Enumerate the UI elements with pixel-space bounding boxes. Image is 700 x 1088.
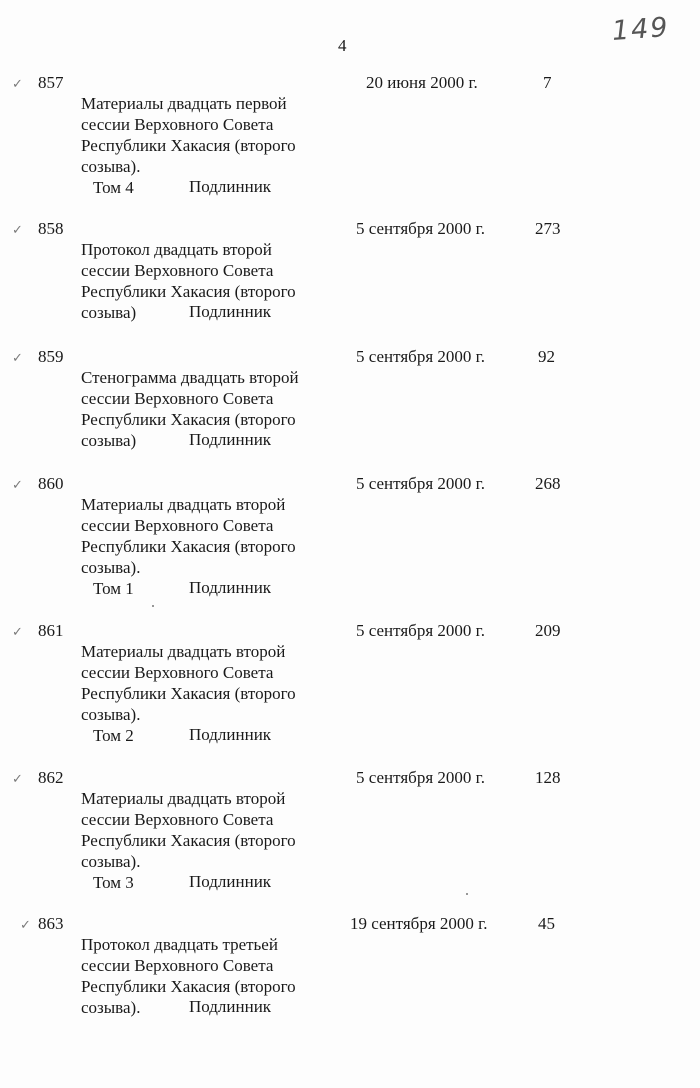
- record-note: Подлинник: [189, 177, 272, 196]
- record-title-text: Материалы двадцать второй сессии Верховного Совета Республики Хакасия (второго созыва).: [81, 642, 296, 724]
- record-title-text: Протокол двадцать третьей сессии Верховного Совета Республики Хакасия (второго созыва).: [81, 935, 296, 1017]
- checkmark-icon: ✓: [12, 478, 23, 493]
- checkmark-icon: ✓: [12, 772, 23, 787]
- record-volume: Том 1: [93, 579, 134, 598]
- record-title-text: Протокол двадцать второй сессии Верховного Совета Республики Хакасия (второго созыва): [81, 240, 296, 322]
- record-note: Подлинник: [189, 997, 272, 1016]
- record-note: Подлинник: [189, 578, 272, 597]
- record-date: 5 сентября 2000 г.: [356, 621, 485, 640]
- record-sheets: 45: [538, 914, 555, 933]
- record-note: Подлинник: [189, 725, 272, 744]
- record-volume: Том 4: [93, 178, 134, 197]
- record-date: 5 сентября 2000 г.: [356, 347, 485, 366]
- record-number: 860: [38, 474, 64, 493]
- record-sheets: 209: [535, 621, 561, 640]
- checkmark-icon: ✓: [12, 625, 23, 640]
- checkmark-icon: ✓: [12, 77, 23, 92]
- record-date: 5 сентября 2000 г.: [356, 219, 485, 238]
- record-number: 862: [38, 768, 64, 787]
- record-title-text: Материалы двадцать первой сессии Верховного Совета Республики Хакасия (второго созыва).: [81, 94, 296, 176]
- record-note: Подлинник: [189, 872, 272, 891]
- checkmark-icon: ✓: [12, 351, 23, 366]
- record-volume: Том 2: [93, 726, 134, 745]
- record-title-text: Материалы двадцать второй сессии Верховного Совета Республики Хакасия (второго созыва).: [81, 495, 296, 577]
- record-date: 20 июня 2000 г.: [366, 73, 478, 92]
- record-date: 5 сентября 2000 г.: [356, 768, 485, 787]
- record-number: 863: [38, 914, 64, 933]
- record-number: 859: [38, 347, 64, 366]
- checkmark-icon: ✓: [20, 918, 31, 933]
- record-number: 861: [38, 621, 64, 640]
- record-date: 5 сентября 2000 г.: [356, 474, 485, 493]
- record-number: 857: [38, 73, 64, 92]
- record-title-text: Стенограмма двадцать второй сессии Верховного Совета Республики Хакасия (второго созыва): [81, 368, 299, 450]
- handwritten-archive-number: 149: [610, 12, 671, 47]
- record-note: Подлинник: [189, 430, 272, 449]
- paper-speck: [152, 605, 154, 607]
- paper-speck: [466, 893, 468, 895]
- record-title-text: Материалы двадцать второй сессии Верховного Совета Республики Хакасия (второго созыва).: [81, 789, 296, 871]
- record-number: 858: [38, 219, 64, 238]
- record-sheets: 92: [538, 347, 555, 366]
- record-sheets: 7: [543, 73, 552, 92]
- record-sheets: 273: [535, 219, 561, 238]
- record-volume: Том 3: [93, 873, 134, 892]
- record-date: 19 сентября 2000 г.: [350, 914, 488, 933]
- record-sheets: 128: [535, 768, 561, 787]
- record-note: Подлинник: [189, 302, 272, 321]
- record-sheets: 268: [535, 474, 561, 493]
- page-number: 4: [338, 36, 347, 55]
- checkmark-icon: ✓: [12, 223, 23, 238]
